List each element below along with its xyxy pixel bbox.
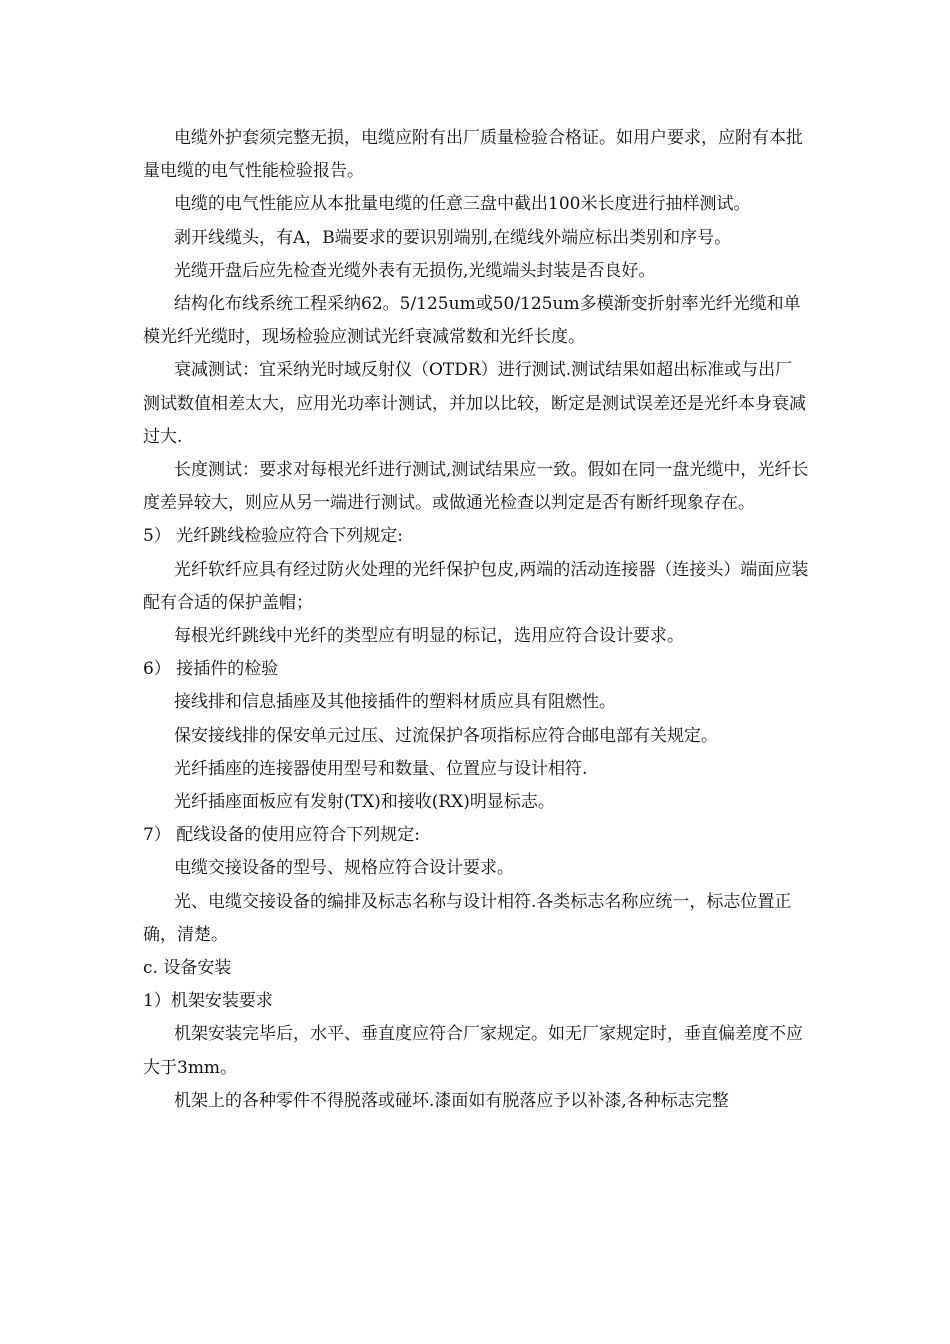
paragraph-cable-sampling: 电缆的电气性能应从本批量电缆的任意三盘中截出100米长度进行抽样测试。: [174, 194, 751, 215]
paragraph-cable-sheath: 电缆外护套须完整无损，电缆应附有出厂质量检验合格证。如用户要求，应附有本批量电缆的电气性能检验报告。: [143, 128, 803, 182]
paragraph-fiber-testing: 结构化布线系统工程采纳62。5/125um或50/125um多模渐变折射率光纤光缆和单模光纤光缆时，现场检验应测试光纤衰减常数和光纤长度。: [143, 294, 801, 348]
paragraph-fiber-socket-connector: 光纤插座的连接器使用型号和数量、位置应与设计相符.: [174, 758, 588, 779]
document-body: [143, 122, 809, 1118]
paragraph-rack-parts: 机架上的各种零件不得脱落或碰坏.漆面如有脱落应予以补漆,各种标志完整: [174, 1090, 729, 1111]
paragraph-cable-ends: 剥开线缆头，有A，B端要求的要识别端别,在缆线外端应标出类别和序号。: [174, 227, 732, 248]
paragraph-length-test: 长度测试：要求对每根光纤进行测试,测试结果应一致。假如在同一盘光缆中，光纤长度差异较大，则应从另一端进行测试。或做通光检查以判定是否有断纤现象存在。: [143, 460, 809, 514]
paragraph-fiber-inspection: 光缆开盘后应先检查光缆外表有无损伤,光缆端头封装是否良好。: [174, 260, 656, 281]
paragraph-fiber-marking: 每根光纤跳线中光纤的类型应有明显的标记，选用应符合设计要求。: [174, 626, 684, 647]
heading-equipment-installation: c. 设备安装: [143, 958, 232, 979]
paragraph-fiber-socket-panel: 光纤插座面板应有发射(TX)和接收(RX)明显标志。: [174, 792, 555, 813]
heading-connector-inspection: 6） 接插件的检验: [143, 659, 279, 680]
paragraph-fiber-jacket: 光纤软纤应具有经过防火处理的光纤保护包皮,两端的活动连接器（连接头）端面应装配有合适的保护盖帽；: [143, 559, 809, 613]
heading-rack-installation: 1）机架安装要求: [143, 991, 273, 1012]
heading-distribution-equipment: 7） 配线设备的使用应符合下列规定:: [143, 825, 420, 846]
paragraph-protection-unit: 保安接线排的保安单元过压、过流保护各项指标应符合邮电部有关规定。: [174, 725, 718, 746]
paragraph-cross-connect-labels: 光、电缆交接设备的编排及标志名称与设计相符.各类标志名称应统一，标志位置正确，清楚。: [143, 891, 792, 945]
paragraph-cross-connect-spec: 电缆交接设备的型号、规格应符合设计要求。: [174, 858, 514, 879]
paragraph-flame-retardant: 接线排和信息插座及其他接插件的塑料材质应具有阻燃性。: [174, 692, 616, 713]
heading-fiber-jumper: 5） 光纤跳线检验应符合下列规定:: [143, 526, 403, 547]
paragraph-rack-verticality: 机架安装完毕后，水平、垂直度应符合厂家规定。如无厂家规定时，垂直偏差度不应大于3mm。: [143, 1024, 803, 1078]
paragraph-attenuation-test: 衰减测试：宜采纳光时域反射仪（OTDR）进行测试.测试结果如超出标准或与出厂测试数值相差太大，应用光功率计测试，并加以比较，断定是测试误差还是光纤本身衰减过大.: [143, 360, 806, 447]
